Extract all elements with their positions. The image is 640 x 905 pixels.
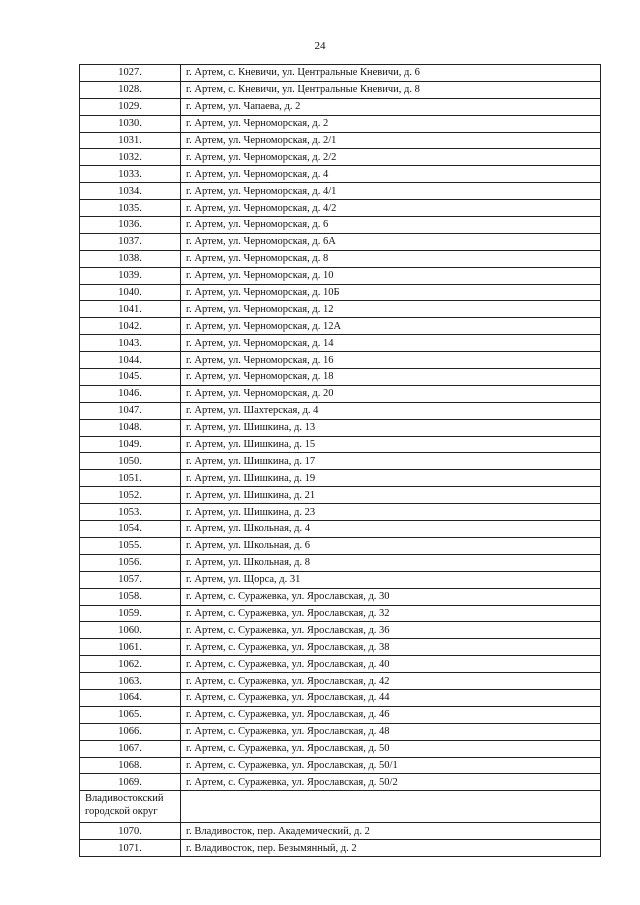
address-table: [79, 64, 601, 857]
row-number: 1031.: [80, 132, 181, 149]
row-address: г. Артем, с. Суражевка, ул. Ярославская, д. 42: [181, 673, 601, 690]
row-number: 1030.: [80, 115, 181, 132]
row-number: 1036.: [80, 217, 181, 234]
table-row: [80, 757, 601, 774]
table-row: [80, 840, 601, 857]
table-row: [80, 217, 601, 234]
row-address: г. Артем, с. Кневичи, ул. Центральные Кневичи, д. 6: [181, 65, 601, 82]
row-address: г. Артем, с. Суражевка, ул. Ярославская, д. 30: [181, 588, 601, 605]
row-number: 1034.: [80, 183, 181, 200]
row-address: г. Артем, с. Суражевка, ул. Ярославская, д. 40: [181, 656, 601, 673]
table-row: [80, 554, 601, 571]
table-row: [80, 571, 601, 588]
row-number: 1057.: [80, 571, 181, 588]
row-number: 1037.: [80, 233, 181, 250]
row-address: г. Артем, ул. Черноморская, д. 4/2: [181, 200, 601, 217]
row-address: г. Артем, ул. Черноморская, д. 16: [181, 352, 601, 369]
row-number: 1058.: [80, 588, 181, 605]
row-number: 1059.: [80, 605, 181, 622]
row-number: 1054.: [80, 521, 181, 538]
row-address: г. Артем, ул. Шахтерская, д. 4: [181, 402, 601, 419]
table-row: [80, 774, 601, 791]
table-row: [80, 588, 601, 605]
row-number: 1033.: [80, 166, 181, 183]
row-number: 1028.: [80, 81, 181, 98]
row-number: 1067.: [80, 740, 181, 757]
row-address: г. Артем, ул. Шишкина, д. 21: [181, 487, 601, 504]
table-row: [80, 98, 601, 115]
row-address: г. Артем, с. Суражевка, ул. Ярославская, д. 44: [181, 689, 601, 706]
table-row: [80, 233, 601, 250]
row-number: 1062.: [80, 656, 181, 673]
table-row: [80, 166, 601, 183]
row-address: г. Артем, с. Суражевка, ул. Ярославская, д. 50/2: [181, 774, 601, 791]
row-address: г. Артем, ул. Черноморская, д. 10: [181, 267, 601, 284]
row-number: 1061.: [80, 639, 181, 656]
row-address: г. Артем, с. Суражевка, ул. Ярославская, д. 46: [181, 706, 601, 723]
table-row: [80, 65, 601, 82]
row-address: г. Артем, ул. Черноморская, д. 2/1: [181, 132, 601, 149]
row-number: 1055.: [80, 537, 181, 554]
row-address: г. Артем, ул. Черноморская, д. 8: [181, 250, 601, 267]
table-row: [80, 487, 601, 504]
row-address: г. Артем, с. Суражевка, ул. Ярославская, д. 38: [181, 639, 601, 656]
section-heading-empty-cell: [181, 791, 601, 823]
row-address: г. Артем, ул. Черноморская, д. 2: [181, 115, 601, 132]
table-row: [80, 622, 601, 639]
row-address: г. Артем, ул. Черноморская, д. 14: [181, 335, 601, 352]
row-address: г. Артем, ул. Черноморская, д. 20: [181, 385, 601, 402]
section-heading: Владивостокский городской округ: [80, 791, 181, 823]
row-number: 1040.: [80, 284, 181, 301]
row-number: 1048.: [80, 419, 181, 436]
row-address: г. Артем, ул. Черноморская, д. 12: [181, 301, 601, 318]
section-heading-row: [80, 791, 601, 823]
row-number: 1038.: [80, 250, 181, 267]
table-row: [80, 149, 601, 166]
row-number: 1047.: [80, 402, 181, 419]
row-address: г. Артем, ул. Черноморская, д. 4: [181, 166, 601, 183]
row-number: 1045.: [80, 369, 181, 386]
table-row: [80, 537, 601, 554]
table-row: [80, 706, 601, 723]
row-address: г. Артем, с. Суражевка, ул. Ярославская, д. 36: [181, 622, 601, 639]
table-row: [80, 419, 601, 436]
table-row: [80, 723, 601, 740]
address-rows-vladivostok: [80, 823, 601, 857]
row-address: г. Артем, с. Кневичи, ул. Центральные Кневичи, д. 8: [181, 81, 601, 98]
row-number: 1066.: [80, 723, 181, 740]
row-address: г. Артем, ул. Шишкина, д. 23: [181, 504, 601, 521]
row-number: 1029.: [80, 98, 181, 115]
table-row: [80, 823, 601, 840]
row-number: 1052.: [80, 487, 181, 504]
row-number: 1027.: [80, 65, 181, 82]
table-row: [80, 352, 601, 369]
table-row: [80, 183, 601, 200]
table-row: [80, 689, 601, 706]
row-address: г. Артем, ул. Шишкина, д. 15: [181, 436, 601, 453]
row-address: г. Владивосток, пер. Академический, д. 2: [181, 823, 601, 840]
table-row: [80, 250, 601, 267]
table-row: [80, 521, 601, 538]
row-number: 1032.: [80, 149, 181, 166]
table-row: [80, 132, 601, 149]
row-address: г. Артем, ул. Школьная, д. 4: [181, 521, 601, 538]
row-number: 1035.: [80, 200, 181, 217]
table-row: [80, 436, 601, 453]
table-row: [80, 335, 601, 352]
row-number: 1042.: [80, 318, 181, 335]
row-address: г. Артем, ул. Чапаева, д. 2: [181, 98, 601, 115]
row-number: 1069.: [80, 774, 181, 791]
row-address: г. Артем, с. Суражевка, ул. Ярославская, д. 32: [181, 605, 601, 622]
table-row: [80, 81, 601, 98]
row-number: 1060.: [80, 622, 181, 639]
row-number: 1071.: [80, 840, 181, 857]
table-row: [80, 656, 601, 673]
row-address: г. Артем, ул. Черноморская, д. 4/1: [181, 183, 601, 200]
row-number: 1056.: [80, 554, 181, 571]
row-address: г. Артем, ул. Черноморская, д. 2/2: [181, 149, 601, 166]
row-number: 1068.: [80, 757, 181, 774]
row-number: 1053.: [80, 504, 181, 521]
table-row: [80, 385, 601, 402]
row-address: г. Артем, ул. Шишкина, д. 17: [181, 453, 601, 470]
table-row: [80, 200, 601, 217]
row-number: 1051.: [80, 470, 181, 487]
row-address: г. Артем, ул. Шишкина, д. 13: [181, 419, 601, 436]
row-address: г. Артем, с. Суражевка, ул. Ярославская, д. 50: [181, 740, 601, 757]
section-vladivostok: [80, 791, 601, 823]
row-address: г. Артем, с. Суражевка, ул. Ярославская, д. 50/1: [181, 757, 601, 774]
row-number: 1064.: [80, 689, 181, 706]
table-row: [80, 740, 601, 757]
table-row: [80, 267, 601, 284]
row-number: 1063.: [80, 673, 181, 690]
row-number: 1050.: [80, 453, 181, 470]
table-row: [80, 301, 601, 318]
table-row: [80, 504, 601, 521]
table-row: [80, 453, 601, 470]
table-row: [80, 402, 601, 419]
row-address: г. Артем, ул. Шишкина, д. 19: [181, 470, 601, 487]
row-number: 1043.: [80, 335, 181, 352]
row-number: 1065.: [80, 706, 181, 723]
row-address: г. Артем, ул. Черноморская, д. 18: [181, 369, 601, 386]
table-row: [80, 318, 601, 335]
row-address: г. Артем, ул. Школьная, д. 6: [181, 537, 601, 554]
table-row: [80, 284, 601, 301]
table-row: [80, 673, 601, 690]
row-address: г. Артем, ул. Черноморская, д. 6А: [181, 233, 601, 250]
row-number: 1049.: [80, 436, 181, 453]
row-number: 1046.: [80, 385, 181, 402]
page-number: 24: [314, 40, 326, 52]
row-address: г. Артем, ул. Щорса, д. 31: [181, 571, 601, 588]
row-number: 1039.: [80, 267, 181, 284]
table-row: [80, 605, 601, 622]
row-address: г. Артем, ул. Черноморская, д. 6: [181, 217, 601, 234]
row-address: г. Артем, ул. Черноморская, д. 12А: [181, 318, 601, 335]
table-row: [80, 639, 601, 656]
row-address: г. Артем, с. Суражевка, ул. Ярославская, д. 48: [181, 723, 601, 740]
table-row: [80, 369, 601, 386]
address-rows-artem: [80, 65, 601, 791]
row-number: 1044.: [80, 352, 181, 369]
row-number: 1070.: [80, 823, 181, 840]
table-row: [80, 470, 601, 487]
row-number: 1041.: [80, 301, 181, 318]
row-address: г. Артем, ул. Школьная, д. 8: [181, 554, 601, 571]
table-row: [80, 115, 601, 132]
row-address: г. Артем, ул. Черноморская, д. 10Б: [181, 284, 601, 301]
row-address: г. Владивосток, пер. Безымянный, д. 2: [181, 840, 601, 857]
